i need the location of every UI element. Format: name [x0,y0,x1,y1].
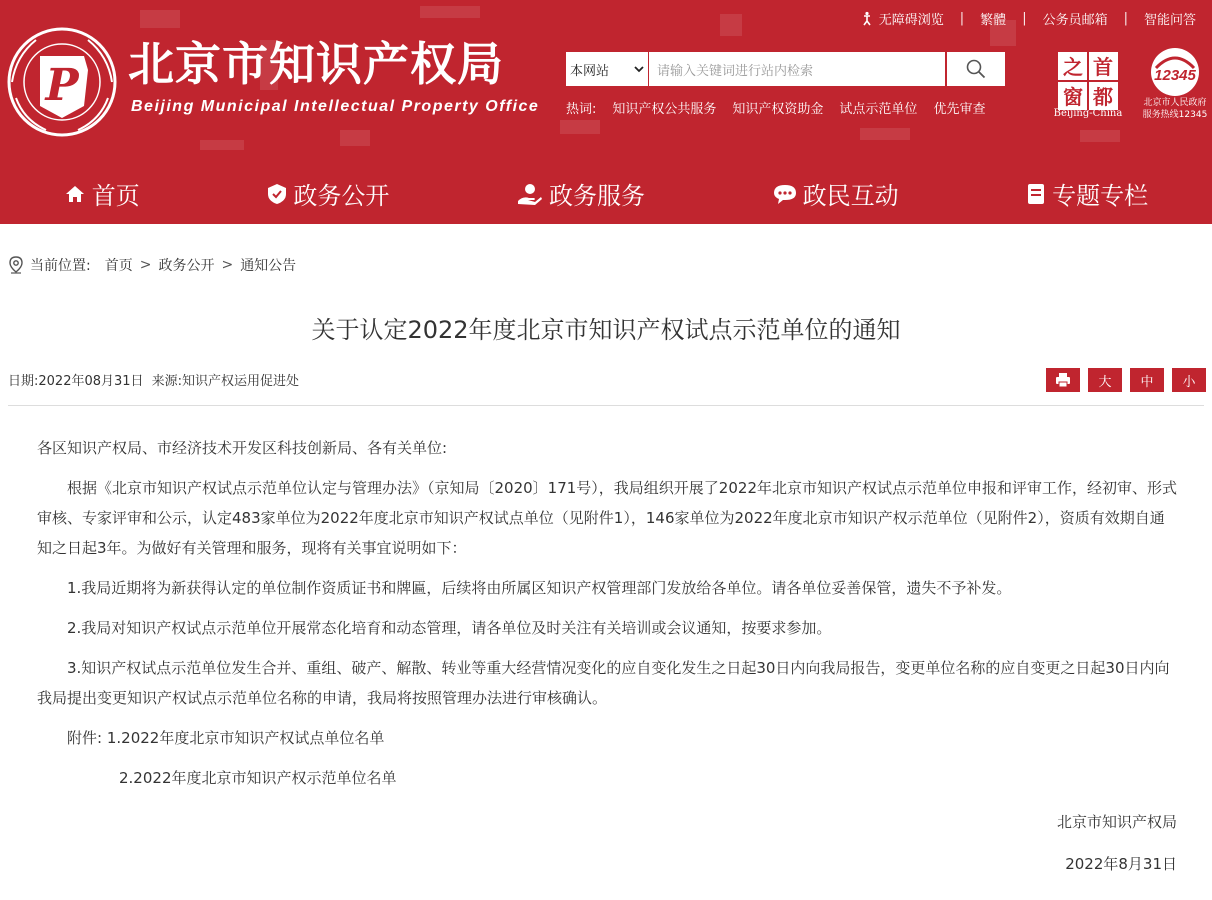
hotwords [566,98,1001,117]
printer-icon [1055,372,1071,388]
hotline-label-line: 北京市人民政府 [1143,98,1207,108]
signature: 北京市知识产权局 [1056,813,1177,831]
hand-service-icon [517,183,543,205]
attachment-link[interactable]: 2.2022年度北京市知识产权示范单位名单 [119,769,397,787]
divider: | [1123,11,1128,26]
date-label: 日期: [8,374,39,389]
svg-text:P: P [45,60,79,111]
search-input[interactable] [649,52,945,86]
capital-char: 之 [1063,55,1083,79]
accessibility-icon [859,11,875,27]
body-paragraph: 2.我局对知识产权试点示范单位开展常态化培育和动态管理，请各单位及时关注有关培训或会议通知，按要求参加。 [67,619,832,637]
nav-label: 政务公开 [293,182,390,210]
accessibility-link[interactable] [859,9,944,28]
sign-date: 2022年8月31日 [1065,855,1177,873]
divider-line [8,405,1204,406]
traditional-chinese-link[interactable]: 繁體 [980,13,1007,28]
breadcrumb [8,255,300,275]
hotline-label [1140,97,1210,121]
capital-char: 窗 [1063,85,1083,109]
print-button[interactable] [1046,368,1080,392]
nav-label: 首页 [91,182,140,210]
shield-icon [267,183,287,205]
nav-item-gov-affairs[interactable] [267,176,389,211]
capital-char: 都 [1093,85,1113,109]
breadcrumb-link-gov-affairs[interactable]: 政务公开 [158,258,215,274]
article-source: 知识产权运用促进处 [181,374,299,389]
search-button[interactable] [947,52,1005,86]
search-scope-value: 本网站 [570,63,610,79]
nav-item-home[interactable] [64,176,140,211]
search-scope-select[interactable] [566,52,648,86]
breadcrumb-prefix: 当前位置: [30,258,91,274]
hotwords-label: 热词: [566,102,597,117]
divider: | [959,11,965,26]
nav-item-gov-services[interactable] [517,176,645,211]
font-small-button[interactable]: 小 [1172,368,1206,392]
search-placeholder: 请输入关键词进行站内检索 [657,63,814,79]
article-meta [8,370,299,389]
hotword-link[interactable]: 优先审查 [933,102,986,117]
site-header [0,0,1212,224]
location-pin-icon [8,256,24,274]
bookmark-icon [1026,183,1046,205]
hotline-number: 12345 [1154,67,1196,84]
body-paragraph: 根据《北京市知识产权试点示范单位认定与管理办法》（京知局〔2020〕171号），我局组织开展了2022年北京市知识产权试点示范单位申报和评审工作，经初审、形式审核、专家评审和公示，认定483家单位为2022年度北京市知识产权试点单位（见附件1），146家单位为2022年度北京市知识产权示范单位（见附件2），资质有效期自通知之日起3年。为做好有关管理和服务，现将有关事宜说明如下： [37,479,1177,557]
top-links [859,9,1196,28]
body-paragraph: 1.我局近期将为新获得认定的单位制作资质证书和牌匾，后续将由所属区知识产权管理部门发放给各单位。请各单位妥善保管，遗失不予补发。 [67,579,1012,597]
chat-icon [773,183,797,205]
source-label: 来源: [151,374,182,389]
salutation: 各区知识产权局、市经济技术开发区科技创新局、各有关单位: [37,439,448,457]
capital-char: 首 [1093,55,1113,79]
home-icon [64,183,86,205]
divider: | [1022,11,1027,26]
nav-label: 政民互动 [802,182,899,210]
nav-item-interaction[interactable] [773,176,899,211]
nav-label: 专题专栏 [1052,182,1149,210]
breadcrumb-link-notices[interactable]: 通知公告 [240,258,297,274]
attachment-link[interactable]: 1.2022年度北京市知识产权试点单位名单 [106,729,385,747]
article-tools [1046,368,1206,392]
site-title: 北京市知识产权局 [128,37,504,91]
mailbox-link[interactable]: 公务员邮箱 [1042,13,1108,28]
site-subtitle: Beijing Municipal Intellectual Property Office [131,98,540,115]
nav-item-special-topics[interactable] [1026,176,1148,211]
accessibility-label: 无障碍浏览 [878,13,944,28]
font-medium-button[interactable]: 中 [1130,368,1164,392]
search-icon [966,59,986,79]
hotword-link[interactable]: 知识产权公共服务 [612,102,717,117]
article-title: 关于认定2022年度北京市知识产权试点示范单位的通知 [311,316,901,344]
emblem-logo [6,26,118,138]
article-body [37,433,1177,891]
smart-qa-link[interactable]: 智能问答 [1143,13,1196,28]
attachment-line [37,723,1177,753]
chevron-down-icon [634,64,644,74]
hotword-link[interactable]: 知识产权资助金 [732,102,824,117]
article-date: 2022年08月31日 [38,374,144,389]
body-paragraph: 3.知识产权试点示范单位发生合并、重组、破产、解散、转业等重大经营情况变化的应自变化发生之日起30日内向我局报告，变更单位名称的应自变更之日起30日内向我局提出变更知识产权试点示范单位名称的申请，我局将按照管理办法进行审核确认。 [37,659,1170,707]
attachment-label: 附件: [67,729,103,747]
breadcrumb-separator: > [139,257,152,273]
capital-window-label: Beijing-China [1053,108,1123,119]
font-large-button[interactable]: 大 [1088,368,1122,392]
main-nav [0,163,1212,224]
hotline-label-line: 服务热线12345 [1142,110,1208,120]
breadcrumb-separator: > [221,257,234,273]
nav-label: 政务服务 [548,182,645,210]
breadcrumb-link-home[interactable]: 首页 [104,258,133,274]
hotword-link[interactable]: 试点示范单位 [839,102,918,117]
